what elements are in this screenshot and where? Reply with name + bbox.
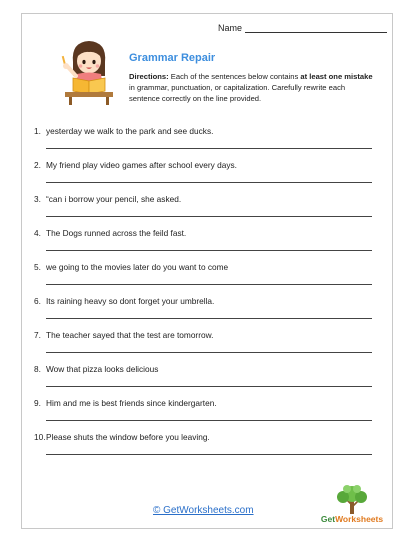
getworksheets-logo[interactable] xyxy=(316,483,388,529)
answer-line[interactable] xyxy=(46,148,372,149)
answer-line[interactable] xyxy=(46,420,372,421)
directions-emphasis: at least one mistake xyxy=(300,72,373,81)
question-item xyxy=(34,364,374,398)
question-item xyxy=(34,432,374,466)
question-text: we going to the movies later do you want to come xyxy=(46,262,229,272)
answer-line[interactable] xyxy=(46,352,372,353)
question-text: “can i borrow your pencil, she asked. xyxy=(46,194,182,204)
question-item xyxy=(34,194,374,228)
question-item xyxy=(34,262,374,296)
student-mascot-icon xyxy=(59,36,119,106)
directions-lead: Directions: xyxy=(129,72,169,81)
answer-line[interactable] xyxy=(46,318,372,319)
worksheet-page xyxy=(21,13,393,529)
logo-word-get: Get xyxy=(320,514,336,524)
logo-word-worksheets: Worksheets xyxy=(335,514,384,524)
question-number: 3. xyxy=(34,194,41,204)
question-item xyxy=(34,296,374,330)
question-text: My friend play video games after school every days. xyxy=(46,160,237,170)
question-item xyxy=(34,126,374,160)
question-text: Its raining heavy so dont forget your umbrella. xyxy=(46,296,215,306)
name-label: Name xyxy=(218,23,243,33)
question-number: 9. xyxy=(34,398,41,408)
question-number: 8. xyxy=(34,364,41,374)
question-number: 5. xyxy=(34,262,41,272)
answer-line[interactable] xyxy=(46,284,372,285)
question-text: The teacher sayed that the test are tomorrow. xyxy=(46,330,214,340)
question-text: Him and me is best friends since kindergarten. xyxy=(46,398,217,408)
worksheet-title: Grammar Repair xyxy=(129,52,216,64)
question-number: 10. xyxy=(34,432,46,442)
directions-part2: in grammar, punctuation, or capitalization. Carefully rewrite each sentence correctly on the line provided. xyxy=(129,83,346,103)
question-number: 6. xyxy=(34,296,41,306)
logo-wordmark xyxy=(316,514,388,524)
question-text: The Dogs runned across the feild fast. xyxy=(46,228,187,238)
name-line[interactable] xyxy=(245,23,387,33)
answer-line[interactable] xyxy=(46,216,372,217)
answer-line[interactable] xyxy=(46,386,372,387)
answer-line[interactable] xyxy=(46,182,372,183)
name-field xyxy=(218,23,387,33)
directions-text xyxy=(129,71,376,104)
question-text: Please shuts the window before you leaving. xyxy=(46,432,210,442)
question-number: 2. xyxy=(34,160,41,170)
directions-part1: Each of the sentences below contains xyxy=(168,72,301,81)
question-text: yesterday we walk to the park and see ducks. xyxy=(46,126,214,136)
question-number: 7. xyxy=(34,330,41,340)
question-item xyxy=(34,160,374,194)
question-number: 1. xyxy=(34,126,41,136)
question-item xyxy=(34,398,374,432)
question-item xyxy=(34,228,374,262)
question-text: Wow that pizza looks delicious xyxy=(46,364,159,374)
answer-line[interactable] xyxy=(46,250,372,251)
answer-line[interactable] xyxy=(46,454,372,455)
question-item xyxy=(34,330,374,364)
question-number: 4. xyxy=(34,228,41,238)
tree-icon xyxy=(316,483,388,515)
getworksheets-link[interactable]: © GetWorksheets.com xyxy=(153,505,254,516)
